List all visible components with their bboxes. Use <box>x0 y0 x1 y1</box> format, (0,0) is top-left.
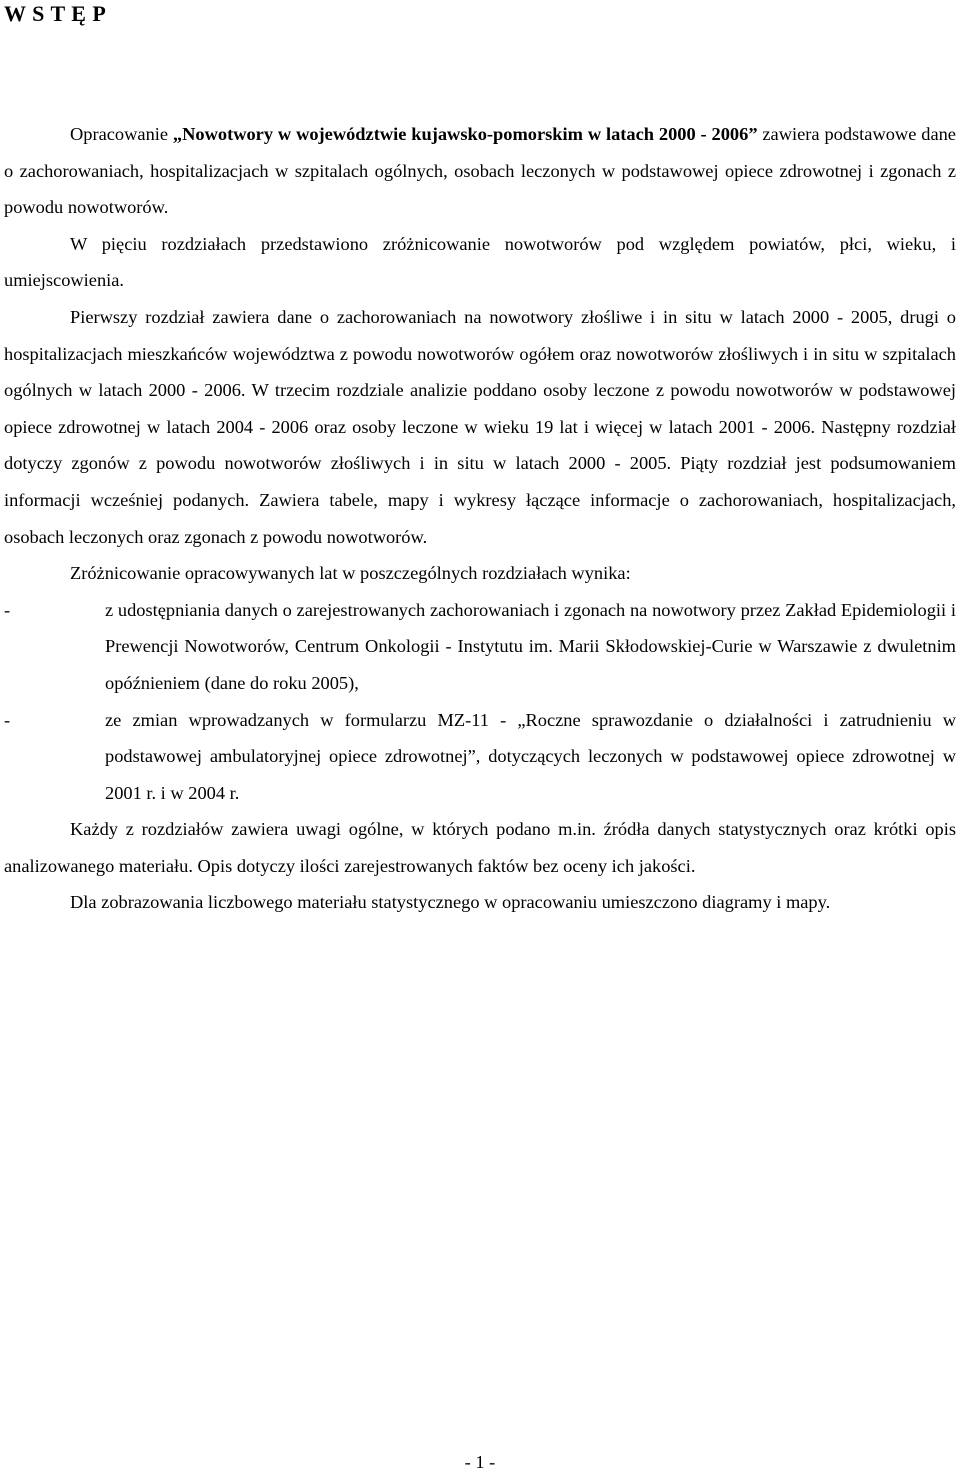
list-item <box>4 592 956 702</box>
list-marker: - <box>4 709 11 730</box>
paragraph-chapters: W pięciu rozdziałach przedstawiono zróżnicowanie nowotworów pod względem powiatów, płci, wieku, i umiejscowienia. <box>4 233 956 291</box>
list-item <box>4 702 956 812</box>
intro-post: zawiera podstawowe dane o zachorowaniach, hospitalizacjach w szpitalach ogólnych, osobach leczonych w podstawowej opiece zdrowotnej i zgonach z powodu nowotworów. <box>4 124 956 218</box>
list-item-text: ze zmian wprowadzanych w formularzu MZ-11 - „Roczne sprawozdanie o działalności i zatrudnieniu w podstawowej ambulatoryjnej opiece zdrowotnej”, dotyczących leczonych w podstawowej opiece zdrowotnej w 2001 r. i w 2004 r. <box>105 709 956 803</box>
list-marker: - <box>4 599 11 620</box>
paragraph-chapter-contents: Pierwszy rozdział zawiera dane o zachorowaniach na nowotwory złośliwe i in situ w latach 2000 - 2005, drugi o hospitalizacjach mieszkańców województwa z powodu nowotworów ogółem oraz nowotworów złośliwych i in situ w szpitalach ogólnych w latach 2000 - 2006. W trzecim rozdziale analizie poddano osoby leczone z powodu nowotworów w podstawowej opiece zdrowotnej w latach 2004 - 2006 oraz osoby leczone w wieku 19 lat i więcej w latach 2001 - 2006. Następny rozdział dotyczy zgonów z powodu nowotworów złośliwych i in situ w latach 2000 - 2005. Piąty rozdział jest podsumowaniem informacji wcześniej podanych. Zawiera tabele, mapy i wykresy łączące informacje o zachorowaniach, hospitalizacjach, osobach leczonych oraz zgonach z powodu nowotworów. <box>4 306 956 547</box>
page-number: - 1 - <box>464 1452 496 1472</box>
page-heading: W S T Ę P <box>4 1 107 26</box>
intro-paragraph <box>4 116 956 226</box>
reasons-list <box>4 592 956 812</box>
intro-pre: Opracowanie <box>70 124 173 144</box>
paragraph-illustrations: Dla zobrazowania liczbowego materiału statystycznego w opracowaniu umieszczono diagramy i mapy. <box>70 892 831 913</box>
paragraph-years-reason: Zróżnicowanie opracowywanych lat w poszczególnych rozdziałach wynika: <box>70 563 631 584</box>
paragraph-general-notes: Każdy z rozdziałów zawiera uwagi ogólne, w których podano m.in. źródła danych statystycznych oraz krótki opis analizowanego materiału. Opis dotyczy ilości zarejestrowanych faktów bez oceny ich jakości. <box>4 819 956 876</box>
list-item-text: z udostępniania danych o zarejestrowanych zachorowaniach i zgonach na nowotwory przez Zakład Epidemiologii i Prewencji Nowotworów, Centrum Onkologii - Instytutu im. Marii Skłodowskiej-Curie w Warszawie z dwuletnim opóźnieniem (dane do roku 2005), <box>105 599 956 693</box>
publication-title: „Nowotwory w województwie kujawsko-pomorskim w latach 2000 - 2006” <box>172 124 758 144</box>
document-body <box>4 116 956 921</box>
